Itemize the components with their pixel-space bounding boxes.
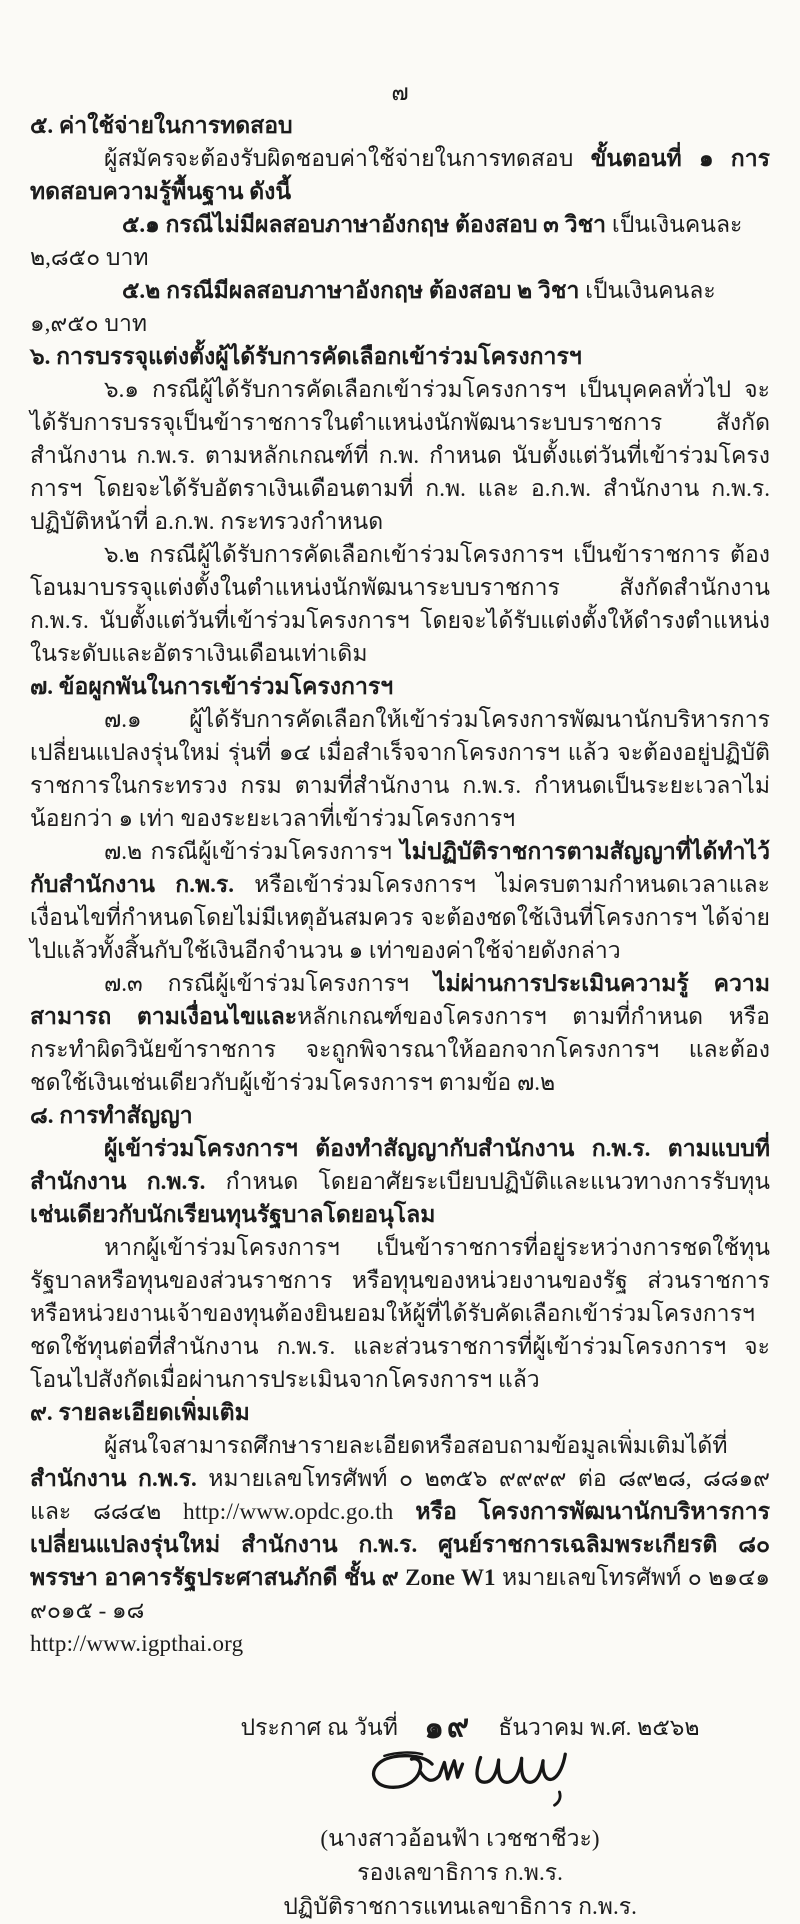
section-5-intro: ผู้สมัครจะต้องรับผิดชอบค่าใช้จ่ายในการทดสอบ ขั้นตอนที่ ๑ การทดสอบความรู้พื้นฐาน ดังนี้ — [30, 146, 770, 204]
para-6-2: ๖.๒ กรณีผู้ได้รับการคัดเลือกเข้าร่วมโครงการฯ เป็นข้าราชการ ต้องโอนมาบรรจุแต่งตั้งในตำแหน่งนักพัฒนาระบบราชการ สังกัดสำนักงาน ก.พ.ร. นับตั้งแต่วันที่เข้าร่วมโครงการฯ โดยจะได้รับแต่งตั้งให้ดำรงตำแหน่งในระดับและอัตราเงินเดือนเท่าเดิม — [30, 542, 770, 666]
para-8-2: หากผู้เข้าร่วมโครงการฯ เป็นข้าราชการที่อยู่ระหว่างการชดใช้ทุนรัฐบาลหรือทุนของส่วนราชการ หรือทุนของหน่วยงานของรัฐ ส่วนราชการหรือหน่วยงานเจ้าของทุนต้องยินยอมให้ผู้ที่ได้รับคัดเลือกเข้าร่วมโครงการฯ ชดใช้ทุนต่อที่สำนักงาน ก.พ.ร. และส่วนราชการที่ผู้เข้าร่วมโครงการฯ จะโอนไปสังกัดเมื่อผ่านการประเมินจากโครงการฯ แล้ว — [30, 1235, 770, 1392]
para-9-1: ผู้สนใจสามารถศึกษารายละเอียดหรือสอบถามข้อมูลเพิ่มเติมได้ที่สำนักงาน ก.พ.ร. หมายเลขโทรศัพท์ ๐ ๒๓๕๖ ๙๙๙๙ ต่อ ๘๙๒๘, ๘๘๑๙ และ ๘๘๔๒ http://www.opdc.go.th หรือ โครงการพัฒนานักบริหารการเปลี่ยนแปลงรุ่นใหม่ สำนักงาน ก.พ.ร. ศูนย์ราชการเฉลิมพระเกียรติ ๘๐ พรรษา อาคารรัฐประศาสนภักดี ชั้น ๙ Zone W1 หมายเลขโทรศัพท์ ๐ ๒๑๔๑ ๙๐๑๕ - ๑๘ http://www.igpthai.org — [30, 1433, 770, 1656]
section-9-heading: ๙. รายละเอียดเพิ่มเติม — [30, 1400, 250, 1425]
signature-icon — [315, 1746, 605, 1820]
signatory-name: (นางสาวอ้อนฟ้า เวชชาชีวะ) — [320, 1826, 600, 1851]
url-text: http://www.opdc.go.th — [183, 1499, 394, 1524]
section-8-heading: ๘. การทำสัญญา — [30, 1103, 193, 1128]
url-text: http://www.igpthai.org — [30, 1631, 244, 1656]
para-8-1: ผู้เข้าร่วมโครงการฯ ต้องทำสัญญากับสำนักงาน ก.พ.ร. ตามแบบที่สำนักงาน ก.พ.ร. กำหนด โดยอาศัยระเบียบปฏิบัติและแนวทางการรับทุน เช่นเดียวกับนักเรียนทุนรัฐบาลโดยอนุโลม — [30, 1136, 770, 1227]
signature — [180, 1746, 740, 1822]
section-7-heading: ๗. ข้อผูกพันในการเข้าร่วมโครงการฯ — [30, 674, 394, 699]
signatory-position: รองเลขาธิการ ก.พ.ร. — [357, 1860, 563, 1885]
page-number: ๗ — [391, 80, 409, 105]
para-7-2: ๗.๒ กรณีผู้เข้าร่วมโครงการฯ ไม่ปฏิบัติราชการตามสัญญาที่ได้ทำไว้กับสำนักงาน ก.พ.ร. หรือเข้าร่วมโครงการฯ ไม่ครบตามกำหนดเวลาและเงื่อนไขที่กำหนดโดยไม่มีเหตุอันสมควร จะต้องชดใช้เงินที่โครงการฯ ได้จ่ายไปแล้วทั้งสิ้นกับใช้เงินอีกจำนวน ๑ เท่าของค่าใช้จ่ายดังกล่าว — [30, 839, 770, 963]
handwritten-day-number: ๑๙ — [423, 1707, 474, 1746]
signatory-authority: ปฏิบัติราชการแทนเลขาธิการ ก.พ.ร. — [283, 1894, 637, 1919]
para-6-1: ๖.๑ กรณีผู้ได้รับการคัดเลือกเข้าร่วมโครงการฯ เป็นบุคคลทั่วไป จะได้รับการบรรจุเป็นข้าราชการในตำแหน่งนักพัฒนาระบบราชการ สังกัดสำนักงาน ก.พ.ร. ตามหลักเกณฑ์ที่ ก.พ. กำหนด นับตั้งแต่วันที่เข้าร่วมโครงการฯ โดยจะได้รับอัตราเงินเดือนตามที่ ก.พ. และ อ.ก.พ. สำนักงาน ก.พ.ร. ปฏิบัติหน้าที่ อ.ก.พ. กระทรวงกำหนด — [30, 377, 770, 534]
section-5-heading: ๕. ค่าใช้จ่ายในการทดสอบ — [30, 113, 293, 138]
section-6-heading: ๖. การบรรจุแต่งตั้งผู้ได้รับการคัดเลือกเข้าร่วมโครงการฯ — [30, 344, 582, 369]
document-blocks — [30, 109, 770, 1924]
issued-date-line: ประกาศ ณ วันที่ ๑๙ ธันวาคม พ.ศ. ๒๕๖๒ — [240, 1707, 700, 1746]
item-5-1: ๕.๑ กรณีไม่มีผลสอบภาษาอังกฤษ ต้องสอบ ๓ วิชา เป็นเงินคนละ ๒,๘๕๐ บาท — [30, 212, 743, 270]
para-7-3: ๗.๓ กรณีผู้เข้าร่วมโครงการฯ ไม่ผ่านการประเมินความรู้ ความสามารถ ตามเงื่อนไขและหลักเกณฑ์ของโครงการฯ ตามที่กำหนด หรือกระทำผิดวินัยข้าราชการ จะถูกพิจารณาให้ออกจากโครงการฯ และต้องชดใช้เงินเช่นเดียวกับผู้เข้าร่วมโครงการฯ ตามข้อ ๗.๒ — [30, 971, 770, 1095]
item-5-2: ๕.๒ กรณีมีผลสอบภาษาอังกฤษ ต้องสอบ ๒ วิชา เป็นเงินคนละ ๑,๙๕๐ บาท — [30, 278, 716, 336]
para-7-1: ๗.๑ ผู้ได้รับการคัดเลือกให้เข้าร่วมโครงการพัฒนานักบริหารการเปลี่ยนแปลงรุ่นใหม่ รุ่นที่ ๑๔ เมื่อสำเร็จจากโครงการฯ แล้ว จะต้องอยู่ปฏิบัติราชการในกระทรวง กรม ตามที่สำนักงาน ก.พ.ร. กำหนดเป็นระยะเวลาไม่น้อยกว่า ๑ เท่า ของระยะเวลาที่เข้าร่วมโครงการฯ — [30, 707, 770, 831]
